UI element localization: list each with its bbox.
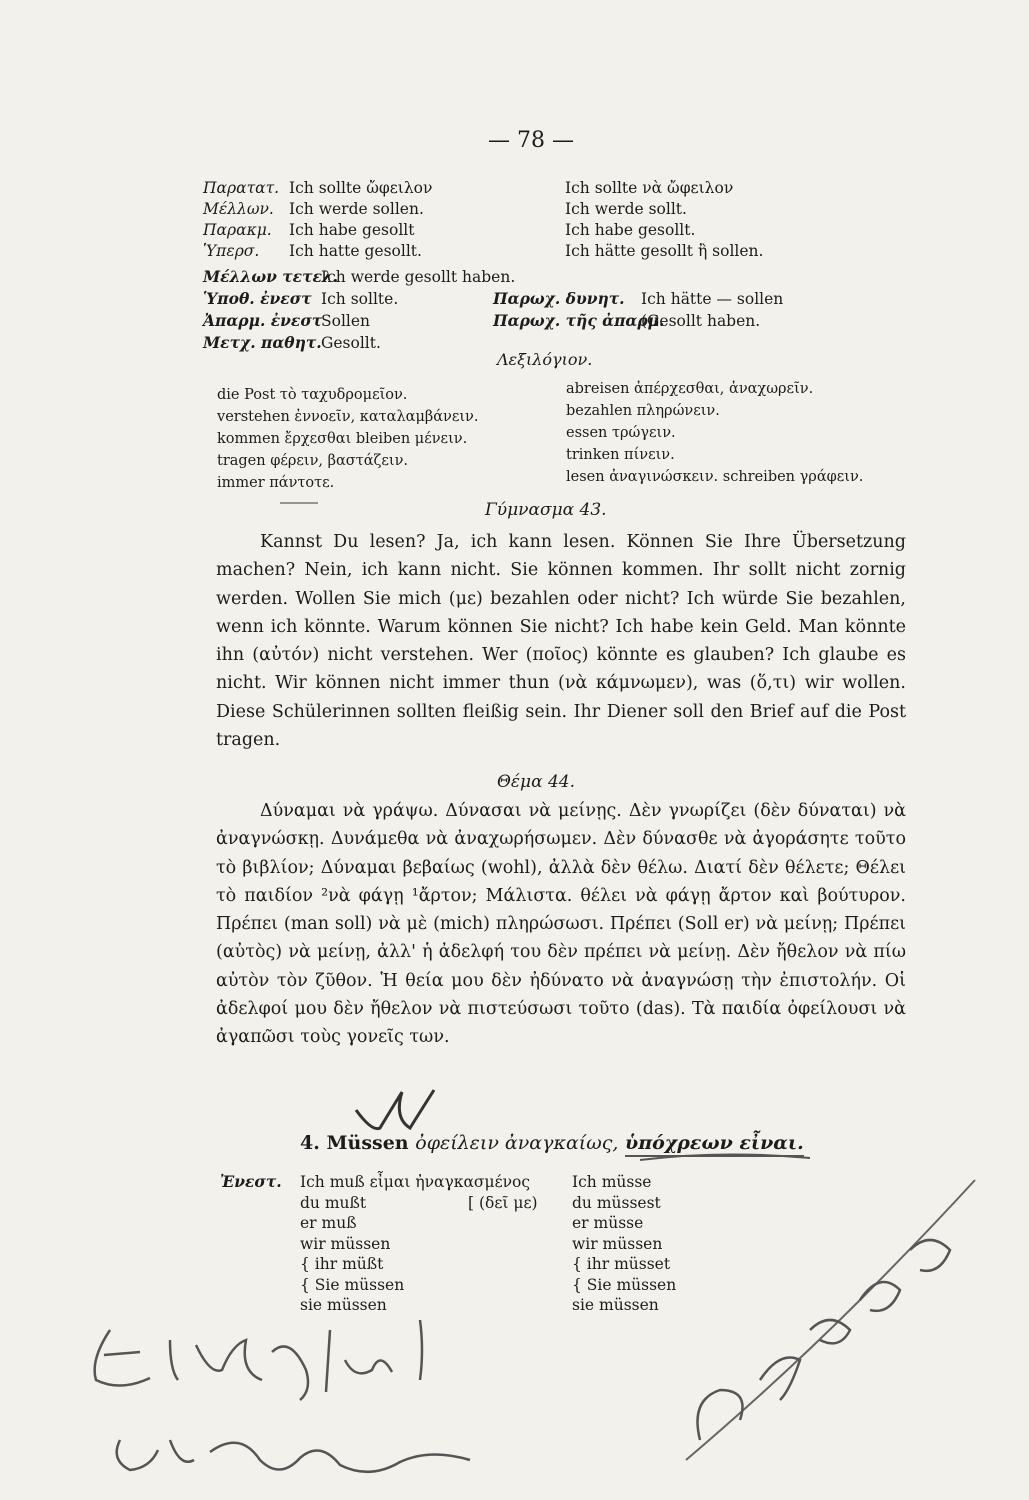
section-heading: 4. Müssen ὀφείλειν ἀναγκαίως, ὑπόχρεων εἶναι. bbox=[300, 1132, 804, 1154]
vocab-heading: Λεξιλόγιον. bbox=[497, 350, 593, 369]
exercise-title: Γύμνασμα 43. bbox=[485, 500, 607, 520]
theme-title: Θέμα 44. bbox=[497, 772, 576, 792]
page-number: — 78 — bbox=[488, 128, 574, 153]
exercise-text: Kannst Du lesen? Ja, ich kann lesen. Können Sie Ihre Übersetzung machen? Nein, ich kann nicht. Sie können kommen. Ihr sollt nicht zornig werden. Wollen Sie mich (με) bezahlen oder nicht? Ich würde Sie bezahlen, wenn ich könnte. Warum können Sie nicht? Ich habe kein Geld. Man könnte ihn (αὐτόν) nicht verstehen. Wer (ποῖος) könnte es glauben? Ich glaube es nicht. Wir können nicht immer thun (νὰ κάμνωμεν), was (ὅ,τι) wir wollen. Diese Schülerinnen sollten fleißig sein. Ihr Diener soll den Brief auf die Post tragen. bbox=[216, 532, 906, 751]
vocab-entry: immer πάντοτε. bbox=[217, 475, 335, 491]
conjugation-row: Μέλλων. Ich werde sollen. Ich werde sollt. bbox=[203, 200, 687, 218]
muss-form: wir müssen bbox=[572, 1234, 663, 1253]
tense-label: Ἐνεστ. bbox=[220, 1172, 282, 1191]
vocab-entry: verstehen ἐννοεῖν, καταλαμβάνειν. bbox=[217, 409, 479, 425]
muss-form: { Sie müssen bbox=[572, 1275, 677, 1294]
muss-form: er müsse bbox=[572, 1214, 644, 1232]
muss-form: du müssest bbox=[572, 1193, 661, 1212]
muss-form: sie müssen bbox=[572, 1296, 659, 1314]
vocab-left-column bbox=[217, 384, 478, 494]
muss-form: { ihr müßt bbox=[300, 1255, 384, 1273]
conjugation-row: Ὑποθ. ἐνεστ Ich sollte. Παρωχ. δυνητ. Ich hätte — sollen bbox=[203, 289, 784, 308]
vocab-entry: lesen ἀναγινώσκειν. schreiben γράφειν. bbox=[566, 469, 864, 485]
vocab-entry: kommen ἔρχεσθαι bleiben μένειν. bbox=[217, 431, 468, 447]
muss-form: wir müssen bbox=[300, 1234, 391, 1253]
vocab-entry: trinken πίνειν. bbox=[566, 447, 675, 463]
conjugation-row: Μετχ. παθητ.Gesollt. bbox=[203, 333, 381, 352]
vocab-entry: bezahlen πληρώνειν. bbox=[566, 403, 720, 419]
vocab-entry: die Post τὸ ταχυδρομεῖον. bbox=[217, 387, 408, 403]
conjugation-block-2 bbox=[203, 266, 783, 354]
vocab-entry: abreisen ἀπέρχεσθαι, ἀναχωρεῖν. bbox=[566, 381, 814, 397]
muss-right-column bbox=[572, 1172, 676, 1316]
conjugation-block bbox=[203, 178, 763, 262]
muss-form: sie müssen bbox=[300, 1296, 387, 1314]
muss-form: { Sie müssen bbox=[300, 1275, 405, 1294]
muss-form: er muß bbox=[300, 1214, 357, 1232]
muss-form: du mußt bbox=[300, 1193, 367, 1212]
vocab-entry: essen τρώγειν. bbox=[566, 425, 676, 441]
muss-form: { ihr müsset bbox=[572, 1255, 671, 1273]
conjugation-row: Παρατατ. Ich sollte ὤφειλον Ich sollte νὰ ὤφειλον bbox=[203, 179, 734, 197]
conjugation-row: Ἀπαρμ. ἐνεστSollen Παρωχ. τῆς ἀπαρμ.(Gesollt haben. bbox=[203, 311, 761, 330]
conjugation-row: Παρακμ. Ich habe gesollt Ich habe gesollt. bbox=[203, 221, 696, 239]
muss-gloss: [ (δεῖ με) bbox=[468, 1194, 538, 1212]
conjugation-row: Μέλλων τετελ.Ich werde gesollt haben. bbox=[203, 267, 516, 286]
vocab-right-column bbox=[566, 378, 863, 488]
conjugation-row: Ὑπερσ. Ich hatte gesollt. Ich hätte gesollt ἢ sollen. bbox=[203, 242, 764, 260]
theme-text: Δύναμαι νὰ γράψω. Δύνασαι νὰ μείνῃς. Δὲν γνωρίζει (δὲν δύναται) νὰ ἀναγνώσκῃ. Δυνάμεθα νὰ ἀναχωρήσωμεν. Δὲν δύνασθε νὰ ἀγοράσητε τοῦτο τὸ βιβλίον; Δύναμαι βεβαίως (wohl), ἀλλὰ δὲν θέλω. Διατί δὲν θέλετε; Θέλει τὸ παιδίον ²νὰ φάγῃ ¹ἄρτον; Μάλιστα. θέλει νὰ φάγῃ ἄρτον καὶ βούτυρον. Πρέπει (man soll) νὰ μὲ (mich) πληρώσωσι. Πρέπει (Soll er) νὰ μείνῃ; Πρέπει (αὐτὸς) νὰ μείνῃ, ἀλλ' ἡ ἀδελφή του δὲν πρέπει νὰ μείνῃ. Δὲν ἤθελον νὰ πίω αὐτὸν τὸν ζῦθον. Ἡ θεία μου δὲν ἠδύνατο νὰ ἀναγνώσῃ τὴν ἐπιστολήν. Οἱ ἀδελφοί μου δὲν ἤθελον νὰ πιστεύσωσι τοῦτο (das). Τὰ παιδία ὀφείλουσι νὰ ἀγαπῶσι τοὺς γονεῖς των. bbox=[216, 801, 906, 1048]
muss-form: Ich müsse bbox=[572, 1173, 652, 1191]
muss-form: Ich muß εἶμαι ἠναγκασμένος bbox=[300, 1173, 531, 1191]
vocab-entry: tragen φέρειν, βαστάζειν. bbox=[217, 453, 408, 469]
